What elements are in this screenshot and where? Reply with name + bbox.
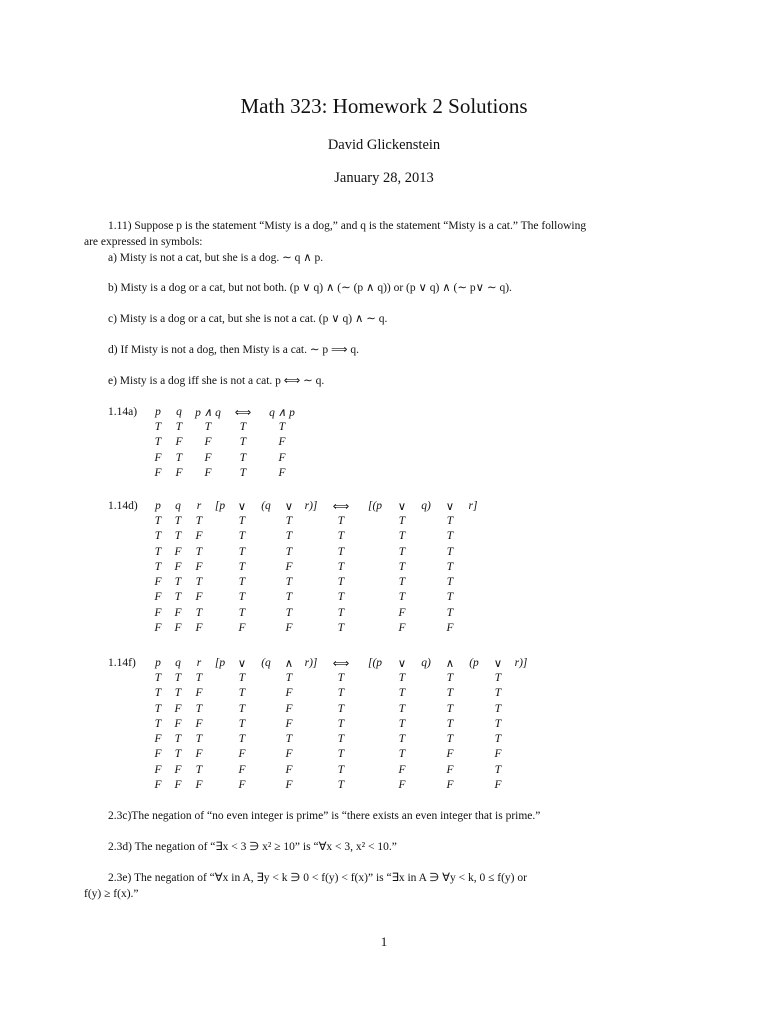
table-cell: F bbox=[285, 717, 293, 730]
header-cell: (q bbox=[261, 656, 271, 669]
table-row bbox=[108, 559, 484, 574]
problem-2-3e-line1: 2.3e) The negation of “∀x in A, ∃y < k ∋ 0 < f(y) < f(x)” is “∃x in A ∋ ∀y < k, 0 ≤ f(y) or bbox=[108, 872, 527, 884]
table-cell: F bbox=[398, 763, 406, 776]
table-cell: F bbox=[398, 606, 406, 619]
table-cell: T bbox=[174, 733, 182, 746]
table-cell: F bbox=[398, 622, 406, 635]
table-cell: T bbox=[337, 702, 345, 715]
table-cell: T bbox=[285, 733, 293, 746]
table-cell: T bbox=[175, 451, 183, 464]
table-cell: T bbox=[154, 702, 162, 715]
table-cell: F bbox=[195, 622, 203, 635]
table-cell: F bbox=[238, 748, 246, 761]
problem-1-11-part-a: a) Misty is not a cat, but she is a dog. ∼ q ∧ p. bbox=[108, 252, 324, 264]
table-cell: T bbox=[195, 702, 203, 715]
header-cell: ⟺ bbox=[332, 657, 350, 670]
table-label: 1.14a) bbox=[108, 405, 138, 418]
table-row bbox=[108, 670, 532, 685]
table-cell: T bbox=[195, 733, 203, 746]
table-row bbox=[108, 574, 484, 589]
header-cell: p bbox=[155, 405, 161, 418]
header-cell: ∨ bbox=[493, 657, 503, 670]
table-cell: T bbox=[154, 545, 162, 558]
header-cell: ∨ bbox=[397, 657, 407, 670]
table-cell: F bbox=[285, 702, 293, 715]
table-cell: F bbox=[285, 763, 293, 776]
header-cell: ∨ bbox=[237, 657, 247, 670]
table-cell: F bbox=[278, 451, 286, 464]
table-cell: T bbox=[398, 514, 406, 527]
header-cell: [(p bbox=[367, 656, 383, 669]
table-row bbox=[108, 686, 532, 701]
table-cell: F bbox=[195, 591, 203, 604]
truth-table-1-14d bbox=[108, 498, 484, 636]
table-cell: F bbox=[154, 779, 162, 792]
table-cell: T bbox=[285, 530, 293, 543]
table-cell: T bbox=[238, 576, 246, 589]
header-cell: q bbox=[176, 405, 182, 418]
table-cell: T bbox=[285, 576, 293, 589]
table-cell: F bbox=[154, 622, 162, 635]
table-cell: T bbox=[337, 514, 345, 527]
problem-1-11-intro-line1: 1.11) Suppose p is the statement “Misty is a dog,” and q is the statement “Misty is a cat.” The following bbox=[108, 220, 587, 232]
table-header-row bbox=[108, 498, 484, 513]
table-cell: F bbox=[175, 466, 183, 479]
table-cell: T bbox=[195, 545, 203, 558]
table-cell: T bbox=[337, 779, 345, 792]
table-cell: T bbox=[337, 591, 345, 604]
table-cell: T bbox=[398, 717, 406, 730]
table-cell: T bbox=[494, 717, 502, 730]
table-cell: T bbox=[337, 671, 345, 684]
table-row bbox=[108, 435, 304, 450]
table-cell: T bbox=[337, 622, 345, 635]
page-number: 1 bbox=[380, 934, 388, 949]
table-cell: T bbox=[398, 545, 406, 558]
table-cell: T bbox=[398, 687, 406, 700]
table-cell: T bbox=[195, 763, 203, 776]
header-cell: r)] bbox=[304, 499, 318, 512]
header-cell: r bbox=[196, 499, 202, 512]
table-cell: F bbox=[154, 763, 162, 776]
table-cell: T bbox=[239, 466, 247, 479]
table-row bbox=[108, 450, 304, 465]
truth-table-1-14f bbox=[108, 655, 532, 793]
header-cell: p bbox=[155, 656, 161, 669]
table-cell: T bbox=[337, 560, 345, 573]
author-name: David Glickenstein bbox=[327, 137, 441, 153]
table-header-row bbox=[108, 404, 304, 419]
table-cell: F bbox=[238, 763, 246, 776]
problem-1-11-part-e: e) Misty is a dog iff she is not a cat. p ⟺ ∼ q. bbox=[108, 375, 325, 387]
header-cell: ∨ bbox=[445, 500, 455, 513]
table-cell: T bbox=[398, 671, 406, 684]
header-cell: (q bbox=[261, 499, 271, 512]
table-cell: T bbox=[174, 591, 182, 604]
table-cell: F bbox=[238, 622, 246, 635]
table-cell: T bbox=[238, 702, 246, 715]
table-cell: T bbox=[337, 576, 345, 589]
problem-1-11-part-c: c) Misty is a dog or a cat, but she is not a cat. (p ∨ q) ∧ ∼ q. bbox=[108, 313, 388, 325]
truth-table-1-14a bbox=[108, 404, 304, 480]
table-cell: F bbox=[174, 545, 182, 558]
table-row bbox=[108, 605, 484, 620]
table-cell: F bbox=[285, 560, 293, 573]
table-cell: T bbox=[494, 702, 502, 715]
table-cell: F bbox=[285, 687, 293, 700]
header-cell: ∨ bbox=[397, 500, 407, 513]
table-cell: T bbox=[238, 545, 246, 558]
table-cell: T bbox=[285, 591, 293, 604]
table-cell: T bbox=[238, 733, 246, 746]
table-cell: T bbox=[195, 606, 203, 619]
table-cell: T bbox=[337, 606, 345, 619]
table-cell: T bbox=[494, 763, 502, 776]
table-cell: T bbox=[337, 687, 345, 700]
table-cell: F bbox=[195, 748, 203, 761]
header-cell: ∨ bbox=[237, 500, 247, 513]
table-cell: T bbox=[398, 733, 406, 746]
table-cell: F bbox=[174, 560, 182, 573]
table-cell: F bbox=[398, 779, 406, 792]
table-cell: T bbox=[204, 420, 212, 433]
table-row bbox=[108, 716, 532, 731]
table-cell: T bbox=[285, 514, 293, 527]
table-cell: T bbox=[238, 560, 246, 573]
table-cell: F bbox=[446, 779, 454, 792]
table-cell: F bbox=[204, 466, 212, 479]
table-cell: F bbox=[174, 702, 182, 715]
table-cell: T bbox=[398, 530, 406, 543]
header-cell: ⟺ bbox=[332, 500, 350, 513]
header-cell: q bbox=[175, 656, 181, 669]
table-cell: T bbox=[175, 420, 183, 433]
table-cell: T bbox=[398, 702, 406, 715]
table-cell: T bbox=[174, 514, 182, 527]
table-cell: T bbox=[494, 733, 502, 746]
table-cell: T bbox=[446, 606, 454, 619]
header-cell: r] bbox=[468, 499, 478, 512]
table-cell: T bbox=[239, 436, 247, 449]
table-cell: T bbox=[398, 576, 406, 589]
header-cell: r)] bbox=[304, 656, 318, 669]
table-cell: F bbox=[285, 622, 293, 635]
table-cell: T bbox=[494, 671, 502, 684]
table-cell: T bbox=[398, 560, 406, 573]
document-date: January 28, 2013 bbox=[334, 170, 434, 186]
table-cell: F bbox=[285, 748, 293, 761]
header-cell: q) bbox=[421, 499, 431, 512]
table-row bbox=[108, 529, 484, 544]
table-row bbox=[108, 544, 484, 559]
header-cell: [(p bbox=[367, 499, 383, 512]
table-label: 1.14d) bbox=[108, 499, 138, 512]
problem-1-11-intro-line2: are expressed in symbols: bbox=[84, 236, 203, 248]
table-cell: F bbox=[174, 606, 182, 619]
table-cell: F bbox=[154, 733, 162, 746]
table-row bbox=[108, 701, 532, 716]
table-cell: T bbox=[154, 671, 162, 684]
header-cell: p ∧ q bbox=[195, 406, 221, 419]
table-cell: F bbox=[154, 451, 162, 464]
table-cell: F bbox=[195, 530, 203, 543]
problem-1-11-part-d: d) If Misty is not a dog, then Misty is a cat. ∼ p ⟹ q. bbox=[108, 344, 359, 356]
table-cell: T bbox=[337, 763, 345, 776]
table-cell: F bbox=[204, 451, 212, 464]
header-cell: r)] bbox=[514, 656, 528, 669]
table-cell: T bbox=[154, 436, 162, 449]
table-cell: T bbox=[238, 514, 246, 527]
table-cell: F bbox=[195, 560, 203, 573]
table-cell: F bbox=[494, 779, 502, 792]
table-cell: F bbox=[154, 606, 162, 619]
header-cell: [p bbox=[214, 499, 226, 512]
table-cell: F bbox=[278, 436, 286, 449]
table-cell: F bbox=[446, 763, 454, 776]
problem-2-3e-line2: f(y) ≥ f(x).” bbox=[84, 888, 139, 900]
table-cell: F bbox=[278, 466, 286, 479]
table-cell: F bbox=[204, 436, 212, 449]
problem-2-3c: 2.3c)The negation of “no even integer is prime” is “there exists an even integer that is prime.” bbox=[108, 810, 541, 822]
table-cell: T bbox=[154, 420, 162, 433]
table-cell: F bbox=[238, 779, 246, 792]
table-row bbox=[108, 465, 304, 480]
table-cell: F bbox=[154, 576, 162, 589]
table-cell: T bbox=[446, 733, 454, 746]
table-cell: T bbox=[154, 717, 162, 730]
table-cell: T bbox=[239, 420, 247, 433]
problem-1-11-part-b: b) Misty is a dog or a cat, but not both. (p ∨ q) ∧ (∼ (p ∧ q)) or (p ∨ q) ∧ (∼ p∨ ∼ q). bbox=[108, 282, 512, 294]
table-cell: T bbox=[337, 530, 345, 543]
table-cell: T bbox=[446, 591, 454, 604]
table-cell: F bbox=[195, 717, 203, 730]
table-row bbox=[108, 590, 484, 605]
table-row bbox=[108, 731, 532, 746]
table-label: 1.14f) bbox=[108, 656, 136, 669]
header-cell: r bbox=[196, 656, 202, 669]
header-cell: q) bbox=[421, 656, 431, 669]
table-cell: F bbox=[174, 622, 182, 635]
table-row bbox=[108, 762, 532, 777]
table-cell: T bbox=[174, 748, 182, 761]
table-cell: F bbox=[195, 779, 203, 792]
table-cell: T bbox=[446, 545, 454, 558]
table-cell: T bbox=[285, 545, 293, 558]
table-cell: T bbox=[238, 687, 246, 700]
header-cell: ⟺ bbox=[234, 406, 252, 419]
table-cell: F bbox=[494, 748, 502, 761]
table-cell: T bbox=[446, 530, 454, 543]
header-cell: ∧ bbox=[445, 657, 455, 670]
problem-2-3d: 2.3d) The negation of “∃x < 3 ∋ x² ≥ 10” is “∀x < 3, x² < 10.” bbox=[108, 841, 397, 853]
header-cell: (p bbox=[469, 656, 479, 669]
table-cell: F bbox=[154, 591, 162, 604]
table-cell: T bbox=[446, 687, 454, 700]
table-cell: F bbox=[195, 687, 203, 700]
table-cell: T bbox=[337, 717, 345, 730]
table-cell: T bbox=[446, 514, 454, 527]
table-cell: T bbox=[285, 671, 293, 684]
table-cell: F bbox=[174, 763, 182, 776]
table-cell: T bbox=[174, 576, 182, 589]
table-cell: T bbox=[154, 687, 162, 700]
table-cell: T bbox=[446, 702, 454, 715]
table-cell: T bbox=[174, 687, 182, 700]
table-cell: F bbox=[446, 622, 454, 635]
header-cell: ∨ bbox=[284, 500, 294, 513]
table-cell: F bbox=[446, 748, 454, 761]
header-cell: q bbox=[175, 499, 181, 512]
table-cell: T bbox=[154, 514, 162, 527]
table-cell: T bbox=[446, 717, 454, 730]
table-header-row bbox=[108, 655, 532, 670]
table-row bbox=[108, 513, 484, 528]
header-cell: ∧ bbox=[284, 657, 294, 670]
table-cell: T bbox=[238, 671, 246, 684]
table-cell: T bbox=[154, 530, 162, 543]
table-cell: T bbox=[154, 560, 162, 573]
table-cell: F bbox=[174, 779, 182, 792]
table-row bbox=[108, 777, 532, 792]
table-row bbox=[108, 419, 304, 434]
table-cell: T bbox=[285, 606, 293, 619]
table-cell: F bbox=[154, 748, 162, 761]
table-cell: T bbox=[195, 576, 203, 589]
table-cell: T bbox=[398, 748, 406, 761]
table-cell: T bbox=[337, 733, 345, 746]
table-cell: T bbox=[446, 671, 454, 684]
document-title: Math 323: Homework 2 Solutions bbox=[240, 94, 528, 118]
table-cell: T bbox=[398, 591, 406, 604]
table-cell: F bbox=[175, 436, 183, 449]
table-cell: T bbox=[238, 717, 246, 730]
table-cell: T bbox=[446, 560, 454, 573]
table-cell: T bbox=[238, 591, 246, 604]
table-cell: F bbox=[285, 779, 293, 792]
header-cell: [p bbox=[214, 656, 226, 669]
table-cell: T bbox=[238, 530, 246, 543]
header-cell: p bbox=[155, 499, 161, 512]
table-cell: T bbox=[446, 576, 454, 589]
table-cell: T bbox=[239, 451, 247, 464]
table-cell: T bbox=[174, 671, 182, 684]
table-cell: T bbox=[195, 671, 203, 684]
table-cell: T bbox=[238, 606, 246, 619]
table-cell: T bbox=[195, 514, 203, 527]
table-cell: T bbox=[337, 545, 345, 558]
table-cell: T bbox=[278, 420, 286, 433]
table-cell: F bbox=[174, 717, 182, 730]
table-cell: T bbox=[174, 530, 182, 543]
table-cell: T bbox=[337, 748, 345, 761]
table-row bbox=[108, 620, 484, 635]
table-cell: T bbox=[494, 687, 502, 700]
header-cell: q ∧ p bbox=[269, 406, 295, 419]
table-cell: F bbox=[154, 466, 162, 479]
table-row bbox=[108, 747, 532, 762]
